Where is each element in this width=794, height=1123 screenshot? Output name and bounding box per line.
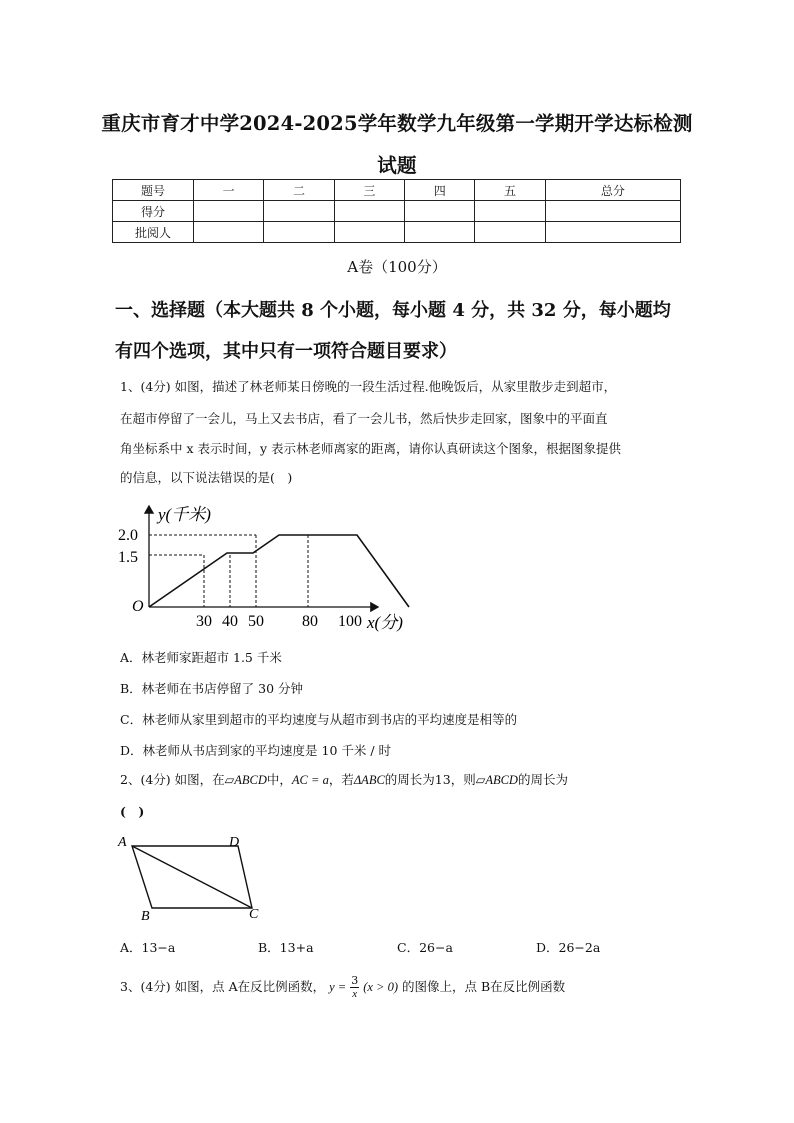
question-2-text — [120, 772, 568, 788]
score-row-label: 得分 — [113, 201, 194, 222]
score-cell[interactable] — [194, 201, 264, 222]
q2-text: 中， — [266, 772, 292, 787]
score-table-header-cell: 四 — [405, 180, 475, 201]
score-table — [112, 179, 681, 243]
y-axis-label: y(千米) — [158, 505, 211, 524]
q2-text: 的周长为13，则 — [384, 772, 476, 787]
score-cell[interactable] — [475, 201, 545, 222]
score-cell[interactable] — [334, 201, 404, 222]
score-cell[interactable] — [405, 201, 475, 222]
score-cell[interactable] — [545, 201, 680, 222]
grader-cell[interactable] — [264, 222, 334, 243]
q1-option-d[interactable]: D．林老师从书店到家的平均速度是 10 千米 / 时 — [120, 743, 392, 758]
grader-row-label: 批阅人 — [113, 222, 194, 243]
q3-function-lhs: y = — [329, 980, 347, 994]
grader-cell[interactable] — [334, 222, 404, 243]
score-cell[interactable] — [264, 201, 334, 222]
q2-prefix: 2、(4分) 如图，在 — [120, 772, 225, 787]
q2-suffix: 的周长为 — [517, 772, 568, 787]
vertex-label-a: A — [118, 835, 127, 850]
y-tick-label: 2.0 — [118, 527, 138, 544]
volume-title: A卷（100分） — [347, 258, 447, 276]
q1-option-a[interactable]: A．林老师家距超市 1.5 千米 — [120, 650, 282, 665]
page-title-continued: 试题 — [377, 154, 417, 177]
section-heading: 一、选择题（本大题共 8 个小题，每小题 4 分，共 32 分，每小题均 — [115, 300, 671, 321]
page-title: 重庆市育才中学2024-2025学年数学九年级第一学期开学达标检测 — [101, 112, 693, 135]
q2-option-c[interactable]: C．26−a — [397, 940, 453, 955]
q3-fraction — [350, 975, 359, 1000]
q2-option-b[interactable]: B．13+a — [258, 940, 314, 955]
vertex-label-d: D — [229, 835, 240, 850]
vertex-label-c: C — [249, 907, 259, 922]
score-table-header-cell: 五 — [475, 180, 545, 201]
question-3-text — [120, 975, 565, 1000]
score-table-header-cell: 总分 — [545, 180, 680, 201]
q1-option-b[interactable]: B．林老师在书店停留了 30 分钟 — [120, 681, 304, 696]
score-table-header-cell: 题号 — [113, 180, 194, 201]
q3-prefix: 3、(4分) 如图，点 A在反比例函数， — [120, 979, 326, 994]
grader-cell[interactable] — [475, 222, 545, 243]
y-tick-label: 1.5 — [118, 549, 138, 566]
x-axis-label: x(分) — [367, 613, 403, 632]
diagonal-ac — [132, 846, 252, 908]
score-table-header-cell: 三 — [334, 180, 404, 201]
score-table-row — [113, 201, 681, 222]
grader-cell[interactable] — [405, 222, 475, 243]
x-tick-label: 40 — [222, 613, 238, 630]
question-1-text-line: 的信息，以下说法错误的是( ) — [120, 470, 293, 485]
q2-parallelogram: ▱ABCD — [475, 773, 518, 787]
q2-triangle: ΔABC — [353, 773, 385, 787]
x-tick-label: 80 — [302, 613, 318, 630]
section-heading-continued: 有四个选项，其中只有一项符合题目要求） — [115, 341, 457, 362]
score-table-header-row — [113, 180, 681, 201]
score-table-header-cell: 一 — [194, 180, 264, 201]
distance-trajectory — [149, 535, 409, 607]
question-1-graph — [118, 496, 418, 636]
question-1-text-line: 在超市停留了一会儿，马上又去书店，看了一会儿书，然后快步走回家，图象中的平面直 — [120, 411, 608, 426]
q2-text: ，若 — [328, 772, 354, 787]
question-1-text-line: 1、(4分) 如图，描述了林老师某日傍晚的一段生活过程.他晚饭后，从家里散步走到超市， — [120, 379, 617, 394]
vertex-label-b: B — [141, 909, 150, 924]
q2-option-a[interactable]: A．13−a — [120, 940, 176, 955]
q2-answer-paren: ( ) — [120, 804, 145, 819]
score-table-header-cell: 二 — [264, 180, 334, 201]
q2-ac-expr: AC = a — [291, 773, 329, 787]
q2-parallelogram: ▱ABCD — [224, 773, 267, 787]
origin-label: O — [132, 598, 144, 615]
score-table-row — [113, 222, 681, 243]
q3-fraction-numerator: 3 — [351, 974, 359, 987]
parallelogram-figure — [114, 832, 274, 924]
x-tick-label: 100 — [338, 613, 362, 630]
question-1-text-line: 角坐标系中 x 表示时间，y 表示林老师离家的距离，请你认真研读这个图象，根据图象提供 — [120, 441, 622, 456]
q1-option-c[interactable]: C．林老师从家里到超市的平均速度与从超市到书店的平均速度是相等的 — [120, 712, 518, 727]
q3-fraction-denominator: x — [352, 988, 358, 1000]
x-tick-label: 30 — [196, 613, 212, 630]
grader-cell[interactable] — [194, 222, 264, 243]
x-tick-label: 50 — [248, 613, 264, 630]
q3-suffix: 的图像上，点 B在反比例函数 — [402, 979, 566, 994]
q2-option-d[interactable]: D．26−2a — [536, 940, 601, 955]
q3-domain: (x > 0) — [363, 980, 399, 994]
grader-cell[interactable] — [545, 222, 680, 243]
